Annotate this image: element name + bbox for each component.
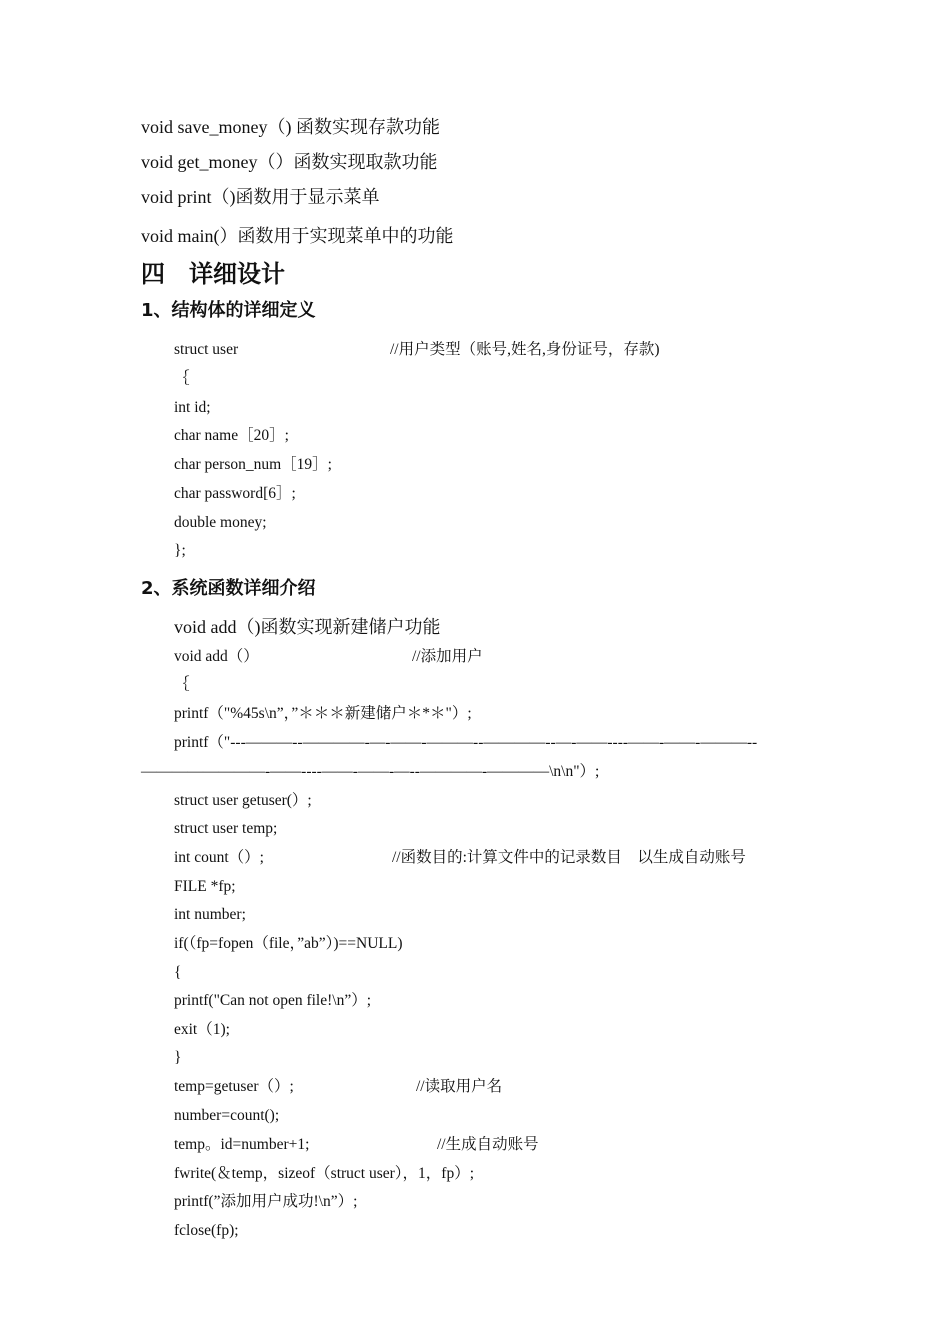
intro-line-save-money: void save_money（) 函数实现存款功能 <box>141 117 440 137</box>
intro-line-print: void print（)函数用于显示菜单 <box>141 187 380 207</box>
add-function-intro: void add（)函数实现新建储户功能 <box>174 617 441 637</box>
code-getuser-decl: struct user getuser(）; <box>174 792 312 809</box>
code-struct-user: struct user <box>174 341 239 358</box>
code-number-count: number=count(); <box>174 1107 280 1124</box>
code-fwrite: fwrite(＆temp，sizeof（struct user），1，fp）; <box>174 1165 475 1182</box>
section-heading-detailed-design: 四 详细设计 <box>141 260 285 288</box>
code-printf-title: printf（"%45s\n”，”＊＊＊新建储户＊*＊"）; <box>174 705 472 722</box>
code-fclose: fclose(fp); <box>174 1222 239 1239</box>
code-printf-error: printf("Can not open file!\n”）; <box>174 992 372 1009</box>
code-temp-id: temp。id=number+1; <box>174 1136 310 1153</box>
code-char-password: char password[6］; <box>174 485 296 502</box>
code-temp-getuser: temp=getuser（）; <box>174 1078 294 1095</box>
code-double-money: double money; <box>174 514 267 531</box>
code-fp-decl: FILE *fp; <box>174 878 236 895</box>
code-exit: exit（1); <box>174 1021 230 1038</box>
comment-auto-account: //生成自动账号 <box>437 1136 539 1153</box>
comment-add-user: //添加用户 <box>412 648 483 665</box>
code-void-add: void add（） <box>174 648 259 665</box>
code-int-id: int id; <box>174 399 211 416</box>
code-if-fopen: if(（fp=fopen（file，”ab”）)==NULL) <box>174 935 403 952</box>
intro-line-main: void main(）函数用于实现菜单中的功能 <box>141 226 454 246</box>
comment-count-purpose: //函数目的:计算文件中的记录数目 以生成自动账号 <box>392 849 746 866</box>
subheading-struct-definition: 1、结构体的详细定义 <box>141 300 316 321</box>
code-printf-separator-continued: ————————-——----——-——-—--————-————\n\n"）; <box>141 763 600 780</box>
code-printf-success: printf(”添加用户成功!\n”）; <box>174 1193 358 1210</box>
comment-read-username: //读取用户名 <box>416 1078 503 1095</box>
code-if-close-brace: } <box>174 1049 182 1066</box>
code-number-decl: int number; <box>174 906 246 923</box>
code-add-open-brace: ｛ <box>174 676 190 693</box>
code-printf-separator: printf（"---———--————-—-——-———--————--—-——----——-——-———-- <box>174 734 758 751</box>
code-struct-open-brace: ｛ <box>174 370 190 387</box>
code-struct-close-brace: }; <box>174 542 186 559</box>
code-if-open-brace: { <box>174 964 182 981</box>
code-count-decl: int count（）; <box>174 849 264 866</box>
subheading-system-functions: 2、系统函数详细介绍 <box>141 578 316 599</box>
intro-line-get-money: void get_money（）函数实现取款功能 <box>141 152 438 172</box>
comment-struct-user: //用户类型（账号,姓名,身份证号，存款) <box>390 341 660 358</box>
code-temp-decl: struct user temp; <box>174 820 278 837</box>
code-char-name: char name［20］; <box>174 427 289 444</box>
code-char-person-num: char person_num［19］; <box>174 456 332 473</box>
